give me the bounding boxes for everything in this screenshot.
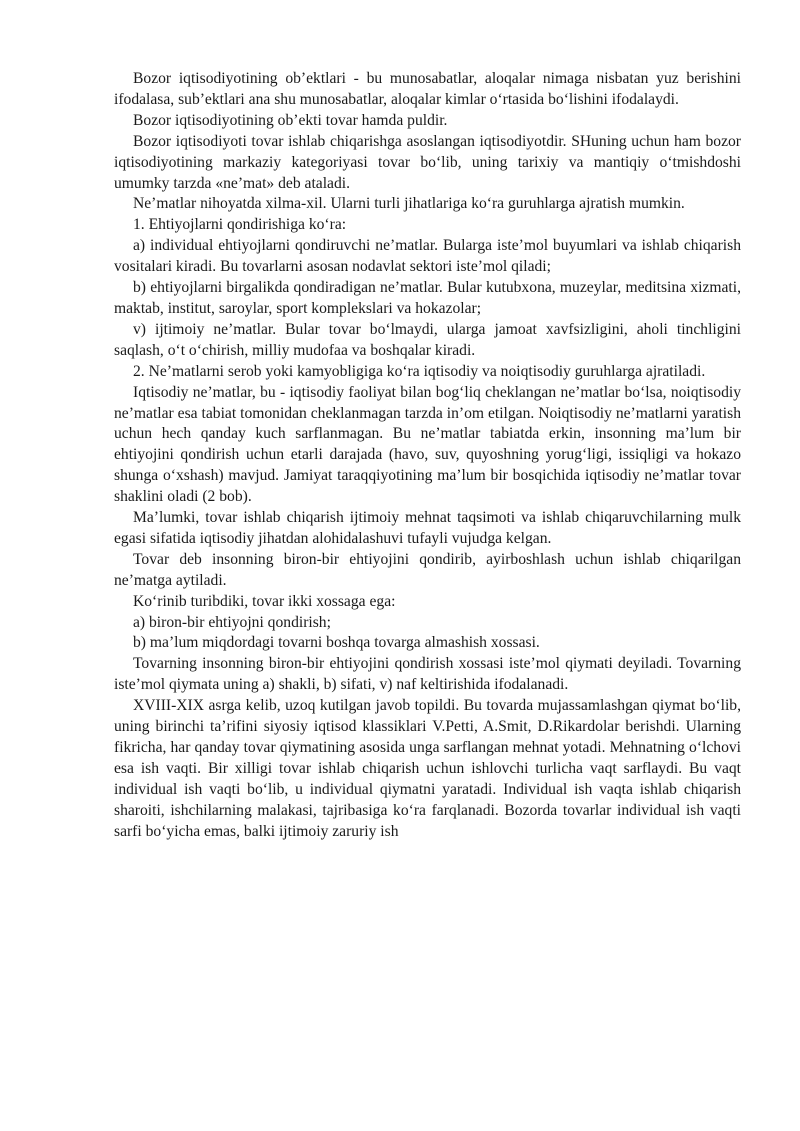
paragraph: XVIII-XIX asrga kelib, uzoq kutilgan javob topildi. Bu tovarda mujassamlashgan qiymat bo‘lib, uning birinchi ta’rifini siyosiy iqtisod klassiklari V.Petti, A.Smit, D.Rikardolar berishdi. Ularning fikricha, har qanday tovar qiymatining asosida unga sarflangan mehnat yotadi. Mehnatning o‘lchovi esa ish vaqti. Bir xilligi tovar ishlab chiqarish uchun ishlovchi turlicha vaqt sarflaydi. Bu vaqt individual ish vaqti bo‘lib, u individual qiymatni yaratadi. Individual ish vaqta ishlab chiqarish sharoiti, ishchilarning malakasi, tajribasiga ko‘ra farqlanadi. Bozorda tovarlar individual ish vaqti sarfi bo‘yicha emas, balki ijtimoiy zaruriy ish [114, 697, 741, 840]
list-heading: 1. Ehtiyojlarni qondirishiga ko‘ra: [133, 216, 347, 234]
paragraph: Ma’lumki, tovar ishlab chiqarish ijtimoiy mehnat taqsimoti va ishlab chiqaruvchilarning mulk egasi sifatida iqtisodiy jihatdan alohidalashuvi tufayli vujudga kelgan. [114, 509, 741, 547]
paragraph: Bozor iqtisodiyotining ob’ektlari - bu munosabatlar, aloqalar nimaga nisbatan yuz berishini ifodalasa, sub’ektlari ana shu munosabatlar, aloqalar kimlar o‘rtasida bo‘lishini ifodalaydi. [114, 70, 741, 108]
list-item: v) ijtimoiy ne’matlar. Bular tovar bo‘lmaydi, ularga jamoat xavfsizligini, aholi tinchligini saqlash, o‘t o‘chirish, milliy mudofaa va boshqalar kiradi. [114, 320, 741, 359]
document-page [114, 69, 741, 843]
list-item: a) individual ehtiyojlarni qondiruvchi ne’matlar. Bularga iste’mol buyumlari va ishlab chiqarish vositalari kiradi. Bu tovarlarni asosan nodavlat sektori iste’mol qiladi; [114, 237, 741, 276]
paragraph: Ne’matlar nihoyatda xilma-xil. Ularni turli jihatlariga ko‘ra guruhlarga ajratish mumkin. [133, 195, 685, 213]
paragraph: Tovar deb insonning biron-bir ehtiyojini qondirib, ayirboshlash uchun ishlab chiqarilgan ne’matga aytiladi. [114, 550, 741, 589]
list-item: a) biron-bir ehtiyojni qondirish; [133, 613, 331, 631]
paragraph: Tovarning insonning biron-bir ehtiyojini qondirish xossasi iste’mol qiymati deyiladi. Tovarning iste’mol qiymata uning a) shakli, b) sifati, v) naf keltirishida ifodalanadi. [114, 655, 741, 694]
paragraph: Bozor iqtisodiyotining ob’ekti tovar hamda puldir. [133, 111, 448, 129]
list-item: b) ehtiyojlarni birgalikda qondiradigan ne’matlar. Bular kutubxona, muzeylar, meditsina xizmati, maktab, institut, saroylar, sport komplekslari va hokazolar; [114, 279, 741, 317]
paragraph: Bozor iqtisodiyoti tovar ishlab chiqarishga asoslangan iqtisodiyotdir. SHuning uchun ham bozor iqtisodiyotining markaziy kategoriyasi tovar bo‘lib, uning tarixiy va mantiqiy o‘tmishdoshi umumky tarzda «ne’mat» deb ataladi. [114, 132, 741, 192]
list-heading: 2. Ne’matlarni serob yoki kamyobligiga ko‘ra iqtisodiy va noiqtisodiy guruhlarga ajratiladi. [133, 362, 706, 380]
list-item: b) ma’lum miqdordagi tovarni boshqa tovarga almashish xossasi. [133, 634, 540, 652]
paragraph: Iqtisodiy ne’matlar, bu - iqtisodiy faoliyat bilan bog‘liq cheklangan ne’matlar bo‘lsa, noiqtisodiy ne’matlar esa tabiat tomonidan cheklanmagan tarzda in’om etilgan. Noiqtisodiy ne’matlarni yaratish uchun hech qanday kuch sarflanmagan. Bu ne’matlar tabiatda erkin, insonning ma’lum bir ehtiyojini qondirish uchun etarli darajada (havo, suv, quyoshning yorug‘ligi, issiqligi va hokazo shunga o‘xshash) mavjud. Jamiyat taraqqiyotining ma’lum bir bosqichida iqtisodiy ne’matlar tovar shaklini oladi (2 bob). [114, 383, 741, 506]
paragraph: Ko‘rinib turibdiki, tovar ikki xossaga ega: [133, 592, 396, 610]
